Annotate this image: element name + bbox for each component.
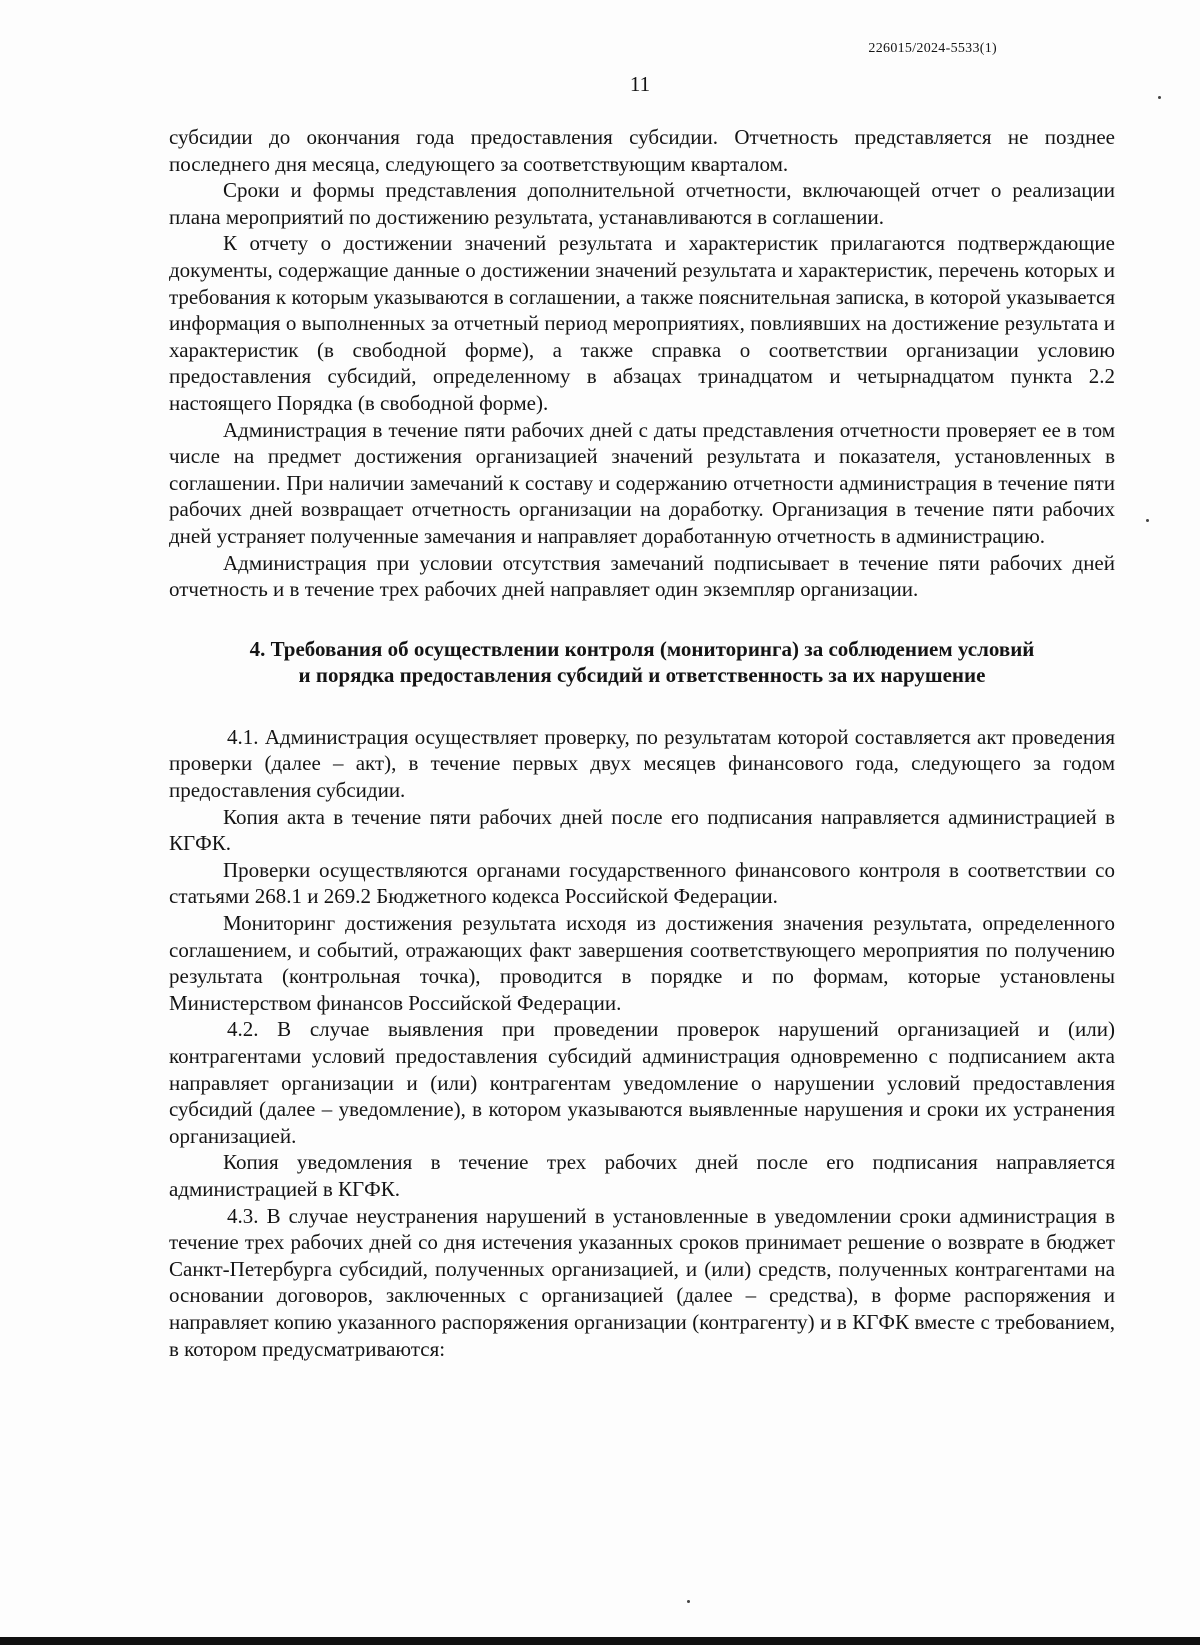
paragraph: 4.1. Администрация осуществляет проверку, по результатам которой составляется акт проведения проверки (далее – акт), в течение первых двух месяцев финансового года, следующего за годом предоставления субсидии. (169, 724, 1115, 803)
scan-speck (1146, 519, 1149, 522)
section-heading (169, 636, 1115, 689)
paragraph: Сроки и формы представления дополнительной отчетности, включающей отчет о реализации плана мероприятий по достижению результата, устанавливаются в соглашении. (169, 178, 1115, 229)
scan-speck (1158, 96, 1161, 99)
document-registration-number: 226015/2024-5533(1) (868, 41, 997, 56)
paragraph: 4.3. В случае неустранения нарушений в установленные в уведомлении сроки администрация в течение трех рабочих дней со дня истечения указанных сроков принимает решение о возврате в бюджет Санкт-Петербурга субсидий, полученных организацией, и (или) средств, полученных контрагентами на основании договоров, заключенных с организацией (далее – средства), в форме распоряжения и направляет копию указанного распоряжения организации (контрагенту) и в КГФК вместе с требованием, в котором предусматриваются: (169, 1203, 1115, 1361)
paragraph: Проверки осуществляются органами государственного финансового контроля в соответствии со статьями 268.1 и 269.2 Бюджетного кодекса Российской Федерации. (169, 857, 1115, 909)
section-heading-line-1: 4. Требования об осуществлении контроля (мониторинга) за соблюдением условий (249, 636, 1035, 661)
paragraph: Администрация в течение пяти рабочих дней с даты представления отчетности проверяет ее в том числе на предмет достижения организацией значений результата и показателя, установленных в соглашении. При наличии замечаний к составу и содержанию отчетности администрация в течение пяти рабочих дней возвращает отчетность организации на доработку. Организация в течение пяти рабочих дней устраняет полученные замечания и направляет доработанную отчетность в администрацию. (169, 417, 1115, 548)
paragraph: Администрация при условии отсутствия замечаний подписывает в течение пяти рабочих дней отчетность и в течение трех рабочих дней направляет один экземпляр организации. (169, 550, 1115, 602)
scan-bottom-edge (0, 1637, 1200, 1645)
paragraph: субсидии до окончания года предоставления субсидии. Отчетность представляется не позднее последнего дня месяца, следующего за соответствующим кварталом. (169, 125, 1115, 176)
paragraph: 4.2. В случае выявления при проведении проверок нарушений организацией и (или) контрагентами условий предоставления субсидий администрация одновременно с подписанием акта направляет организации и (или) контрагентам уведомление о нарушении условий предоставления субсидий (далее – уведомление), в котором указываются выявленные нарушения и сроки их устранения организацией. (169, 1017, 1115, 1148)
paragraph: Мониторинг достижения результата исходя из достижения значения результата, определенного соглашением, и событий, отражающих факт завершения соответствующего мероприятия по получению результата (контрольная точка), проводится в порядке и по формам, которые установлены Министерством финансов Российской Федерации. (169, 911, 1115, 1015)
section-heading-line-2: и порядка предоставления субсидий и ответственность за их нарушение (298, 663, 986, 688)
paragraph: Копия уведомления в течение трех рабочих дней после его подписания направляется администрацией в КГФК. (169, 1150, 1115, 1201)
paragraph: Копия акта в течение пяти рабочих дней после его подписания направляется администрацией в КГФК. (169, 804, 1115, 856)
document-body (169, 124, 1115, 1362)
scan-speck (687, 1600, 690, 1603)
page-number: 11 (629, 72, 651, 96)
paragraph: К отчету о достижении значений результата и характеристик прилагаются подтверждающие документы, содержащие данные о достижении значений результата и характеристик, перечень которых и требования к которым указываются в соглашении, а также пояснительная записка, в которой указывается информация о выполненных за отчетный период мероприятиях, повлиявших на достижение результата и характеристик (в свободной форме), а также справка о соответствии организации условию предоставления субсидий, определенному в абзацах тринадцатом и четырнадцатом пункта 2.2 настоящего Порядка (в свободной форме). (169, 231, 1115, 415)
